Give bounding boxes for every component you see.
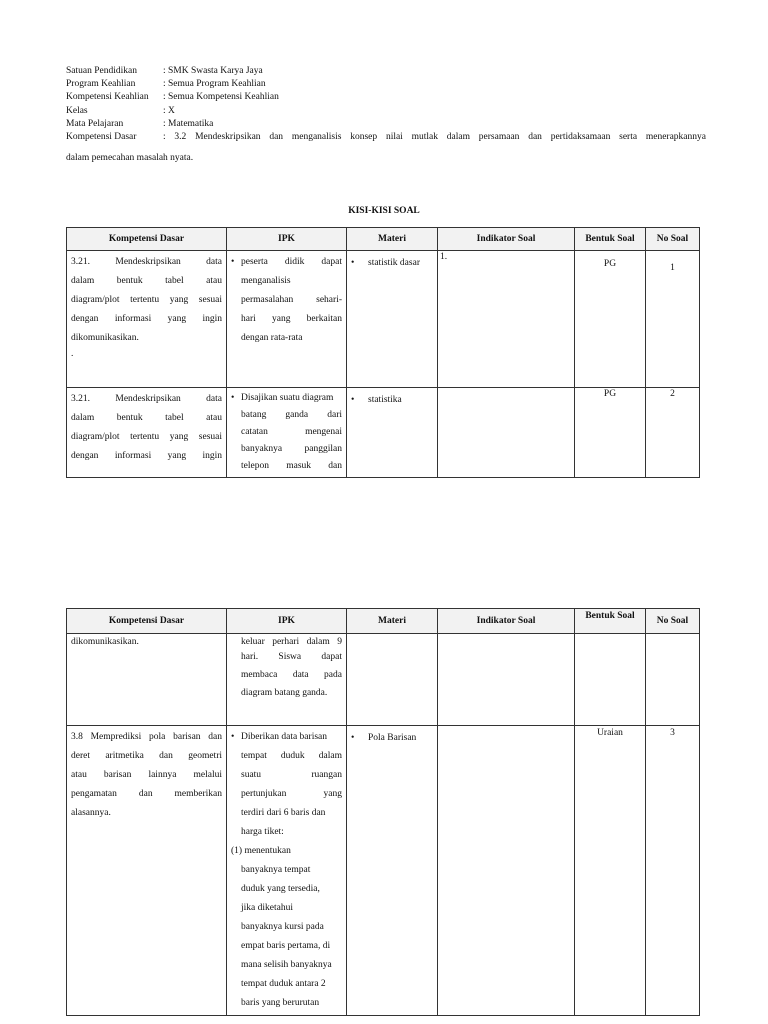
ipk-line: pertunjukan yang [241,789,342,799]
header-row-kompetensi-keahlian [66,91,706,104]
header-label: Mata Pelajaran [66,118,124,129]
ipk-line: keluar perhari dalam 9 [241,637,342,647]
header-row-satuan [66,65,706,78]
no-soal-cell: 3 [646,726,700,1016]
indikator-cell: 1. [438,251,575,388]
ipk-plain-lines [231,842,342,1013]
header-row-kompetensi-dasar [66,131,706,144]
col-header: Kompetensi Dasar [67,609,227,634]
col-header: Indikator Soal [438,228,575,251]
header-value: : Matematika [163,118,214,129]
kd-line: atau barisan lainnya melalui [71,770,222,780]
header-value: : 3.2 Mendeskripsikan dan menganalisis konsep nilai mutlak dalam persamaan dan pertidaksamaan serta menerapkannya [163,132,706,143]
col-header: IPK [227,609,347,634]
bentuk-soal-cell: Uraian [575,726,646,1016]
kd-line: deret aritmetika dan geometri [71,751,222,761]
ipk-line: suatu ruangan [241,770,342,780]
table-header-row [67,609,700,634]
col-header: Materi [347,609,438,634]
ipk-line: harga tiket: [241,827,284,837]
materi-item [351,392,433,408]
kd-line: diagram/plot tertentu yang sesuai [71,295,222,305]
ipk-line: baris yang berurutan [241,998,320,1008]
col-header: Bentuk Soal [575,228,646,251]
ipk-line: batang ganda dari [241,410,342,420]
ipk-line: terdiri dari 6 baris dan [241,808,326,818]
page-title: KISI-KISI SOAL [348,206,420,216]
bullet-icon: • [231,257,235,267]
ipk-line: telepon masuk dan [241,461,342,471]
ipk-item [231,728,342,842]
bullet-icon: • [351,733,355,743]
ipk-lines [241,253,342,348]
col-header: No Soal [646,609,700,634]
header-value: : X [163,105,175,116]
ipk-cell [227,388,347,478]
kd-cell [67,726,227,1016]
header-value: : Semua Kompetensi Keahlian [163,92,279,103]
bullet-icon: • [351,258,355,268]
ipk-line: diagram batang ganda. [241,688,328,698]
ipk-cell [227,634,347,726]
col-header: Materi [347,228,438,251]
kd-line: 3.8 Memprediksi pola barisan dan [71,732,222,742]
ipk-line: banyaknya tempat [241,865,311,875]
kisi-kisi-table-1 [66,227,700,478]
ipk-line: empat baris pertama, di [241,941,331,951]
kd-cell [67,388,227,478]
header-row-mapel [66,118,706,131]
kd-line: . [71,349,74,359]
ipk-cell [227,251,347,388]
ipk-line: catatan mengenai [241,427,342,437]
header-label: Satuan Pendidikan [66,66,137,76]
materi-text: Pola Barisan [368,733,417,743]
materi-cell [347,634,438,726]
col-header: Kompetensi Dasar [67,228,227,251]
ipk-line: Diberikan data barisan [241,732,327,742]
header-label: Kelas [66,105,88,116]
table-row [67,388,700,478]
materi-cell [347,726,438,1016]
ipk-line: hari. Siswa dapat [241,652,342,662]
ipk-item [231,253,342,348]
no-soal-cell [646,634,700,726]
kd-line: dikomunikasikan. [71,333,139,343]
kd-line: dalam bentuk tabel atau [71,413,222,423]
col-header: No Soal [646,228,700,251]
ipk-line: mana selisih banyaknya [241,960,332,970]
bullet-icon: • [231,732,235,742]
materi-text: statistika [368,395,402,405]
ipk-line: Disajikan suatu diagram [241,393,334,403]
indikator-cell [438,634,575,726]
ipk-lines [241,390,342,475]
table-row [67,726,700,1016]
header-label: Kompetensi Dasar [66,132,137,143]
ipk-line: menganalisis [241,276,291,286]
col-header: Bentuk Soal [575,609,646,634]
header-label: Kompetensi Keahlian [66,92,149,103]
ipk-line: hari yang berkaitan [241,314,342,324]
kd-line: 3.21. Mendeskripsikan data [71,394,222,404]
materi-item [351,730,433,746]
bentuk-soal-cell: PG [575,251,646,388]
indikator-cell [438,388,575,478]
ipk-line: tempat duduk dalam [241,751,342,761]
kd-line: dalam bentuk tabel atau [71,276,222,286]
header-continuation: dalam pemecahan masalah nyata. [66,153,194,164]
ipk-line: permasalahan sehari- [241,295,342,305]
ipk-item [231,390,342,475]
document-header [66,65,706,165]
no-soal-cell: 2 [646,388,700,478]
ipk-cell [227,726,347,1016]
kisi-kisi-table-2 [66,608,700,1016]
col-header: Indikator Soal [438,609,575,634]
materi-item [351,255,433,271]
header-row-program [66,78,706,91]
kd-line: dikomunikasikan. [71,637,139,647]
ipk-line: jika diketahui [241,903,293,913]
col-header: IPK [227,228,347,251]
table-row [67,251,700,388]
kd-cell [67,251,227,388]
materi-text: statistik dasar [368,258,420,268]
ipk-line: membaca data pada [241,670,342,680]
ipk-line: duduk yang tersedia, [241,884,320,894]
indikator-cell [438,726,575,1016]
bullet-icon: • [351,395,355,405]
ipk-line: banyaknya panggilan [241,444,342,454]
ipk-line: (1) menentukan [231,846,291,856]
kd-line: alasannya. [71,808,111,818]
kd-line: diagram/plot tertentu yang sesuai [71,432,222,442]
ipk-line: banyaknya kursi pada [241,922,324,932]
bentuk-soal-cell [575,634,646,726]
no-soal-cell: 1 [646,251,700,388]
header-value: : Semua Program Keahlian [163,79,266,90]
ipk-line: tempat duduk antara 2 [241,979,326,989]
ipk-lines [241,728,342,842]
kd-cell [67,634,227,726]
materi-cell [347,388,438,478]
table-header-row [67,228,700,251]
header-label: Program Keahlian [66,79,136,90]
bullet-icon: • [231,393,235,403]
header-row-kelas [66,105,706,118]
bentuk-soal-cell: PG [575,388,646,478]
header-value: : SMK Swasta Karya Jaya [163,66,263,76]
kd-line: dengan informasi yang ingin [71,314,222,324]
kd-line: dengan informasi yang ingin [71,451,222,461]
kd-line: pengamatan dan memberikan [71,789,222,799]
materi-cell [347,251,438,388]
table-row [67,634,700,726]
kd-line: 3.21. Mendeskripsikan data [71,257,222,267]
ipk-line: dengan rata-rata [241,333,303,343]
ipk-line: peserta didik dapat [241,257,342,267]
